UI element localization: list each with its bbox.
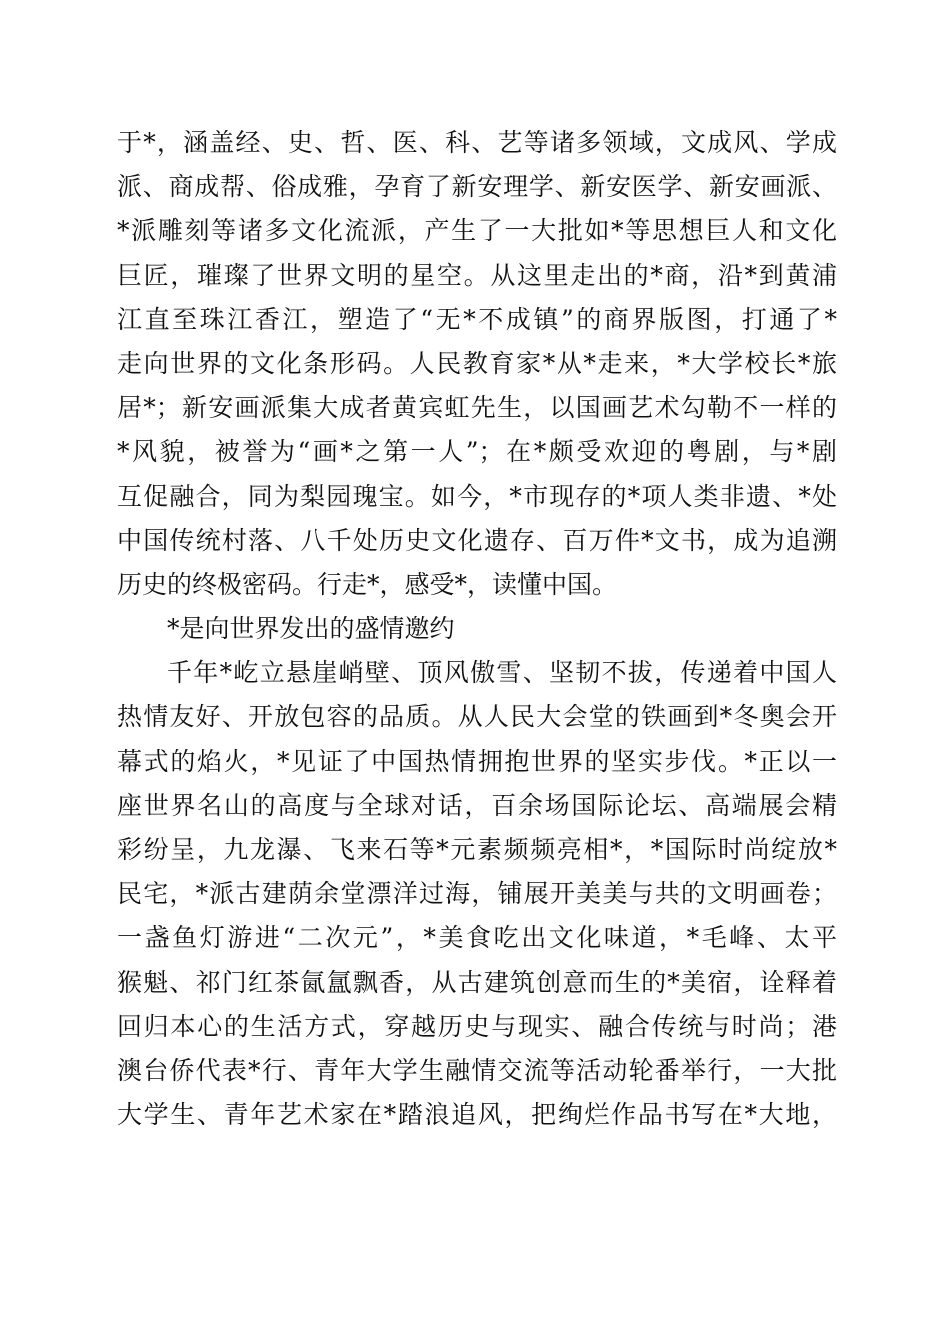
paragraph-1 [117, 121, 837, 607]
body-text [117, 121, 837, 1137]
section-heading: *是向世界发出的盛情邀约 [167, 614, 455, 644]
text-line: 幕式的焰火，*见证了中国热情拥抱世界的坚实步伐。*正以一 [117, 746, 837, 776]
paragraph-2 [117, 651, 837, 1137]
text-line: 澳台侨代表*行、青年大学生融情交流等活动轮番举行，一大批 [117, 1055, 837, 1085]
text-line: 江直至珠江香江，塑造了“无*不成镇”的商界版图，打通了* [117, 304, 837, 334]
text-line: 民宅，*派古建荫余堂漂洋过海，铺展开美美与共的文明画卷； [117, 879, 837, 909]
text-line: 热情友好、开放包容的品质。从人民大会堂的铁画到*冬奥会开 [117, 702, 837, 732]
text-line: 回归本心的生活方式，穿越历史与现实、融合传统与时尚；港 [117, 1011, 837, 1041]
text-line: 巨匠，璀璨了世界文明的星空。从这里走出的*商，沿*到黄浦 [117, 260, 837, 290]
text-line: 中国传统村落、八千处历史文化遗存、百万件*文书，成为追溯 [117, 525, 837, 555]
text-line: 彩纷呈，九龙瀑、飞来石等*元素频频亮相*，*国际时尚绽放* [117, 835, 837, 864]
text-line: 于*，涵盖经、史、哲、医、科、艺等诸多领域，文成风、学成 [117, 128, 837, 157]
text-line: *派雕刻等诸多文化流派，产生了一大批如*等思想巨人和文化 [117, 216, 837, 246]
text-line: 居*；新安画派集大成者黄宾虹先生，以国画艺术勾勒不一样的 [117, 393, 837, 423]
text-line: 互促融合，同为梨园瑰宝。如今，*市现存的*项人类非遗、*处 [117, 481, 837, 511]
text-line: 历史的终极密码。行走*，感受*，读懂中国。 [117, 569, 618, 599]
text-line: 走向世界的文化条形码。人民教育家*从*走来，*大学校长*旅 [117, 348, 837, 378]
text-line: 猴魁、祁门红茶氤氲飘香，从古建筑创意而生的*美宿，诠释着 [117, 967, 837, 997]
text-line: 一盏鱼灯游进“二次元”，*美食吃出文化味道，*毛峰、太平 [117, 923, 837, 953]
text-line: 座世界名山的高度与全球对话，百余场国际论坛、高端展会精 [117, 790, 837, 820]
text-line: 大学生、青年艺术家在*踏浪追风，把绚烂作品书写在*大地， [117, 1100, 837, 1130]
text-line: *风貌，被誉为“画*之第一人”；在*颇受欢迎的粤剧，与*剧 [117, 437, 837, 467]
text-line: 千年*屹立悬崖峭壁、顶风傲雪、坚韧不拔，传递着中国人 [167, 658, 837, 688]
text-line: 派、商成帮、俗成雅，孕育了新安理学、新安医学、新安画派、 [117, 172, 837, 202]
